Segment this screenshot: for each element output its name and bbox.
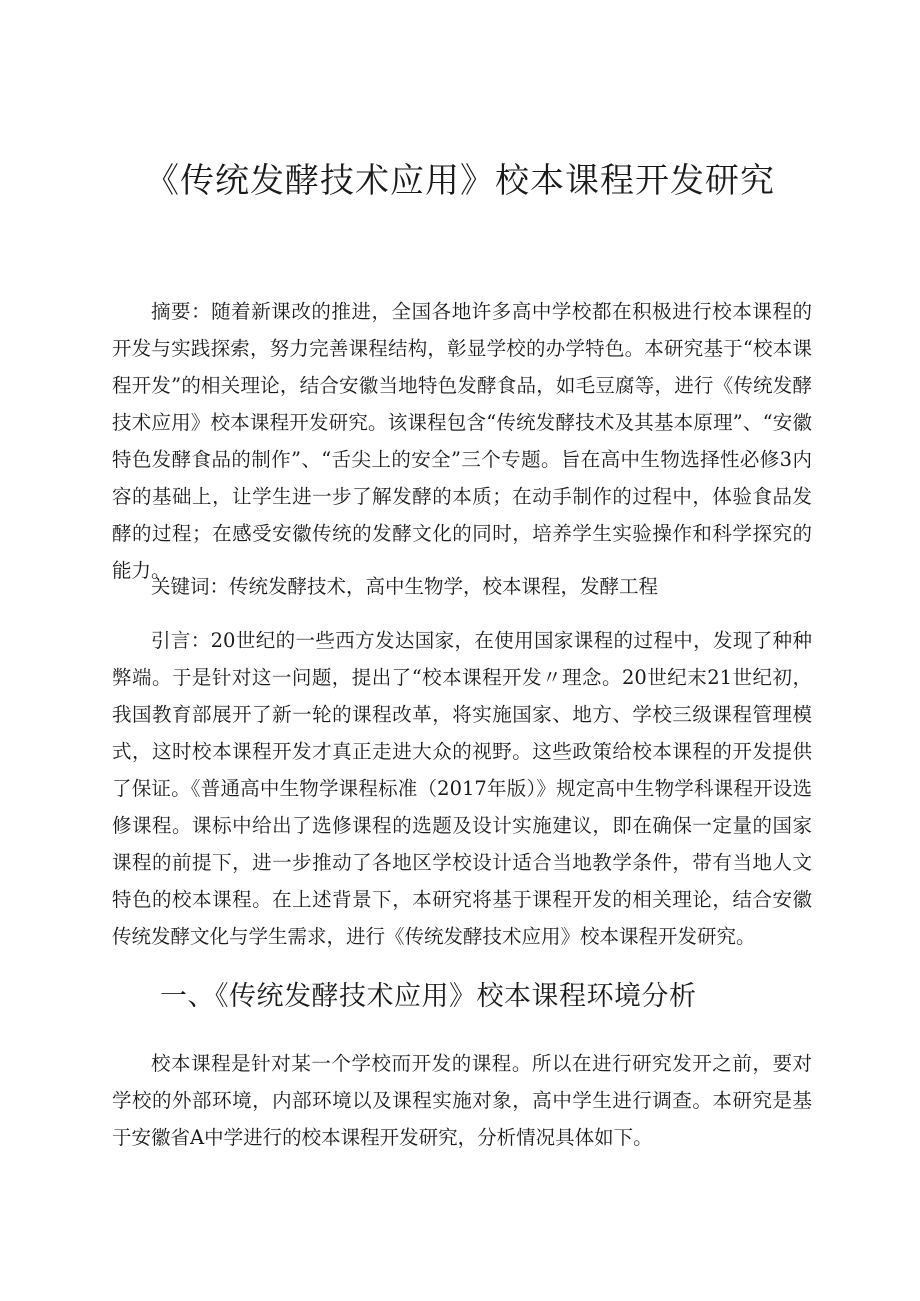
section-heading-1: 一、《传统发酵技术应用》校本课程环境分析 [160,981,697,1012]
abstract-paragraph: 摘要：随着新课改的推进，全国各地许多高中学校都在积极进行校本课程的开发与实践探索，努力完善课程结构，彰显学校的办学特色。本研究基于“校本课程开发”的相关理论，结合安徽当地特色发酵食品，如毛豆腐等，进行《传统发酵技术应用》校本课程开发研究。该课程包含“传统发酵技术及其基本原理”、“安徽特色发酵食品的制作”、“舌尖上的安全”三个专题。旨在高中生物选择性必修3内容的基础上，让学生进一步了解发酵的本质；在动手制作的过程中，体验食品发酵的过程；在感受安徽传统的发酵文化的同时，培养学生实验操作和科学探究的能力。 [112,300,812,582]
document-title: 《传统发酵技术应用》校本课程开发研究 [145,161,775,201]
introduction-paragraph: 引言：20世纪的一些西方发达国家，在使用国家课程的过程中，发现了种种弊端。于是针对这一问题，提出了“校本课程开发〃理念。20世纪末21世纪初，我国教育部展开了新一轮的课程改革，将实施国家、地方、学校三级课程管理模式，这时校本课程开发才真正走进大众的视野。这些政策给校本课程的开发提供了保证。《普通高中生物学课程标准（2017年版）》规定高中生物学科课程开设选修课程。课标中给出了选修课程的选题及设计实施建议，即在确保一定量的国家课程的前提下，进一步推动了各地区学校设计适合当地教学条件，带有当地人文特色的校本课程。在上述背景下，本研究将基于课程开发的相关理论，结合安徽传统发酵文化与学生需求，进行《传统发酵技术应用》校本课程开发研究。 [112,629,812,948]
section-1-paragraph: 校本课程是针对某一个学校而开发的课程。所以在进行研究发开之前，要对学校的外部环境，内部环境以及课程实施对象，高中学生进行调查。本研究是基于安徽省A中学进行的校本课程开发研究，分析情况具体如下。 [112,1052,812,1149]
keywords-paragraph: 关键词：传统发酵技术，高中生物学，校本课程，发酵工程 [151,575,659,598]
